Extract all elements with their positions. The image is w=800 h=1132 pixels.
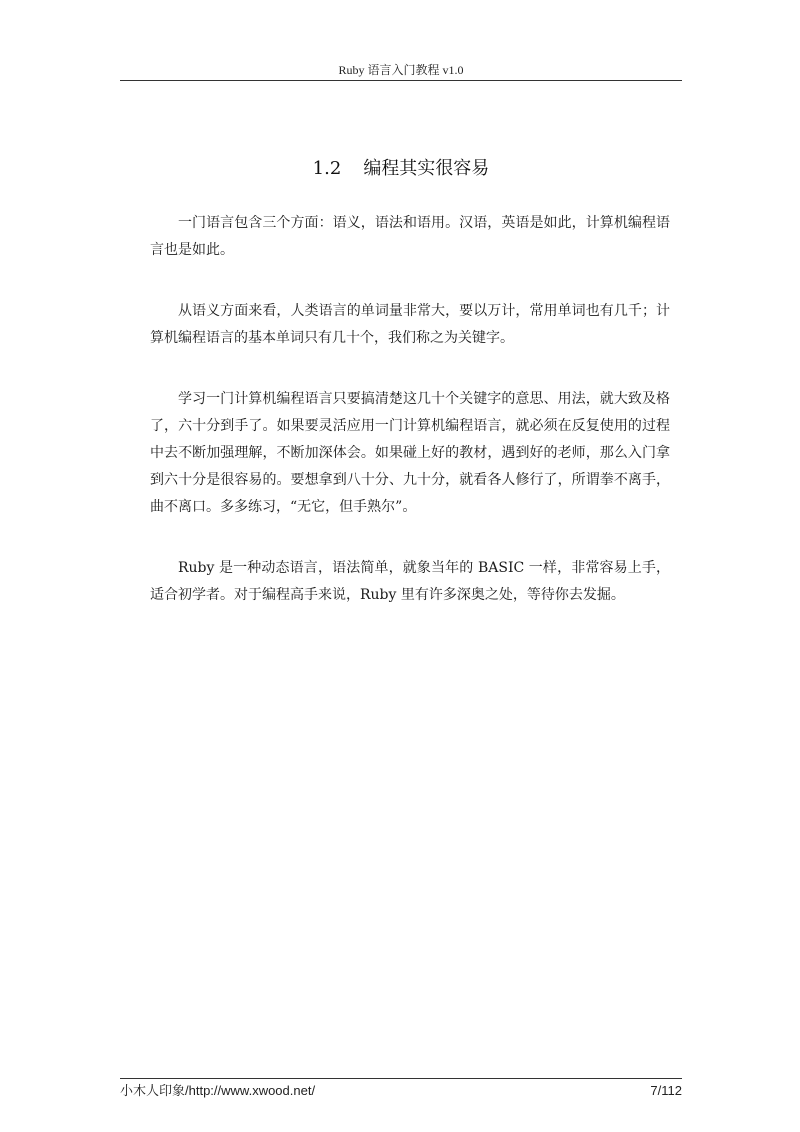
section-heading bbox=[120, 157, 682, 181]
paragraph: Ruby 是一种动态语言，语法简单，就象当年的 BASIC 一样，非常容易上手，适合初学者。对于编程高手来说，Ruby 里有许多深奥之处，等待你去发掘。 bbox=[150, 560, 670, 603]
paragraph: 一门语言包含三个方面：语义，语法和语用。汉语，英语是如此，计算机编程语言也是如此。 bbox=[150, 215, 670, 258]
body-content bbox=[150, 210, 670, 643]
footer-divider bbox=[120, 1078, 682, 1079]
footer-site-link: 小木人印象/http://www.xwood.net/ bbox=[120, 1083, 316, 1098]
running-header: Ruby 语言入门教程 v1.0 bbox=[338, 63, 464, 77]
paragraph: 学习一门计算机编程语言只要搞清楚这几十个关键字的意思、用法，就大致及格了，六十分到手了。如果要灵活应用一门计算机编程语言，就必须在反复使用的过程中去不断加强理解，不断加深体会。如果碰上好的教材，遇到好的老师，那么入门拿到六十分是很容易的。要想拿到八十分、九十分，就看各人修行了，所谓拳不离手，曲不离口。多多练习，“无它，但手熟尔”。 bbox=[150, 391, 670, 515]
section-number: 1.2 bbox=[312, 158, 342, 179]
header-divider bbox=[120, 80, 682, 81]
page-number: 7/112 bbox=[650, 1083, 682, 1098]
paragraph: 从语义方面来看，人类语言的单词量非常大，要以万计，常用单词也有几千；计算机编程语言的基本单词只有几十个，我们称之为关键字。 bbox=[150, 303, 670, 346]
section-title-text: 编程其实很容易 bbox=[363, 158, 490, 179]
